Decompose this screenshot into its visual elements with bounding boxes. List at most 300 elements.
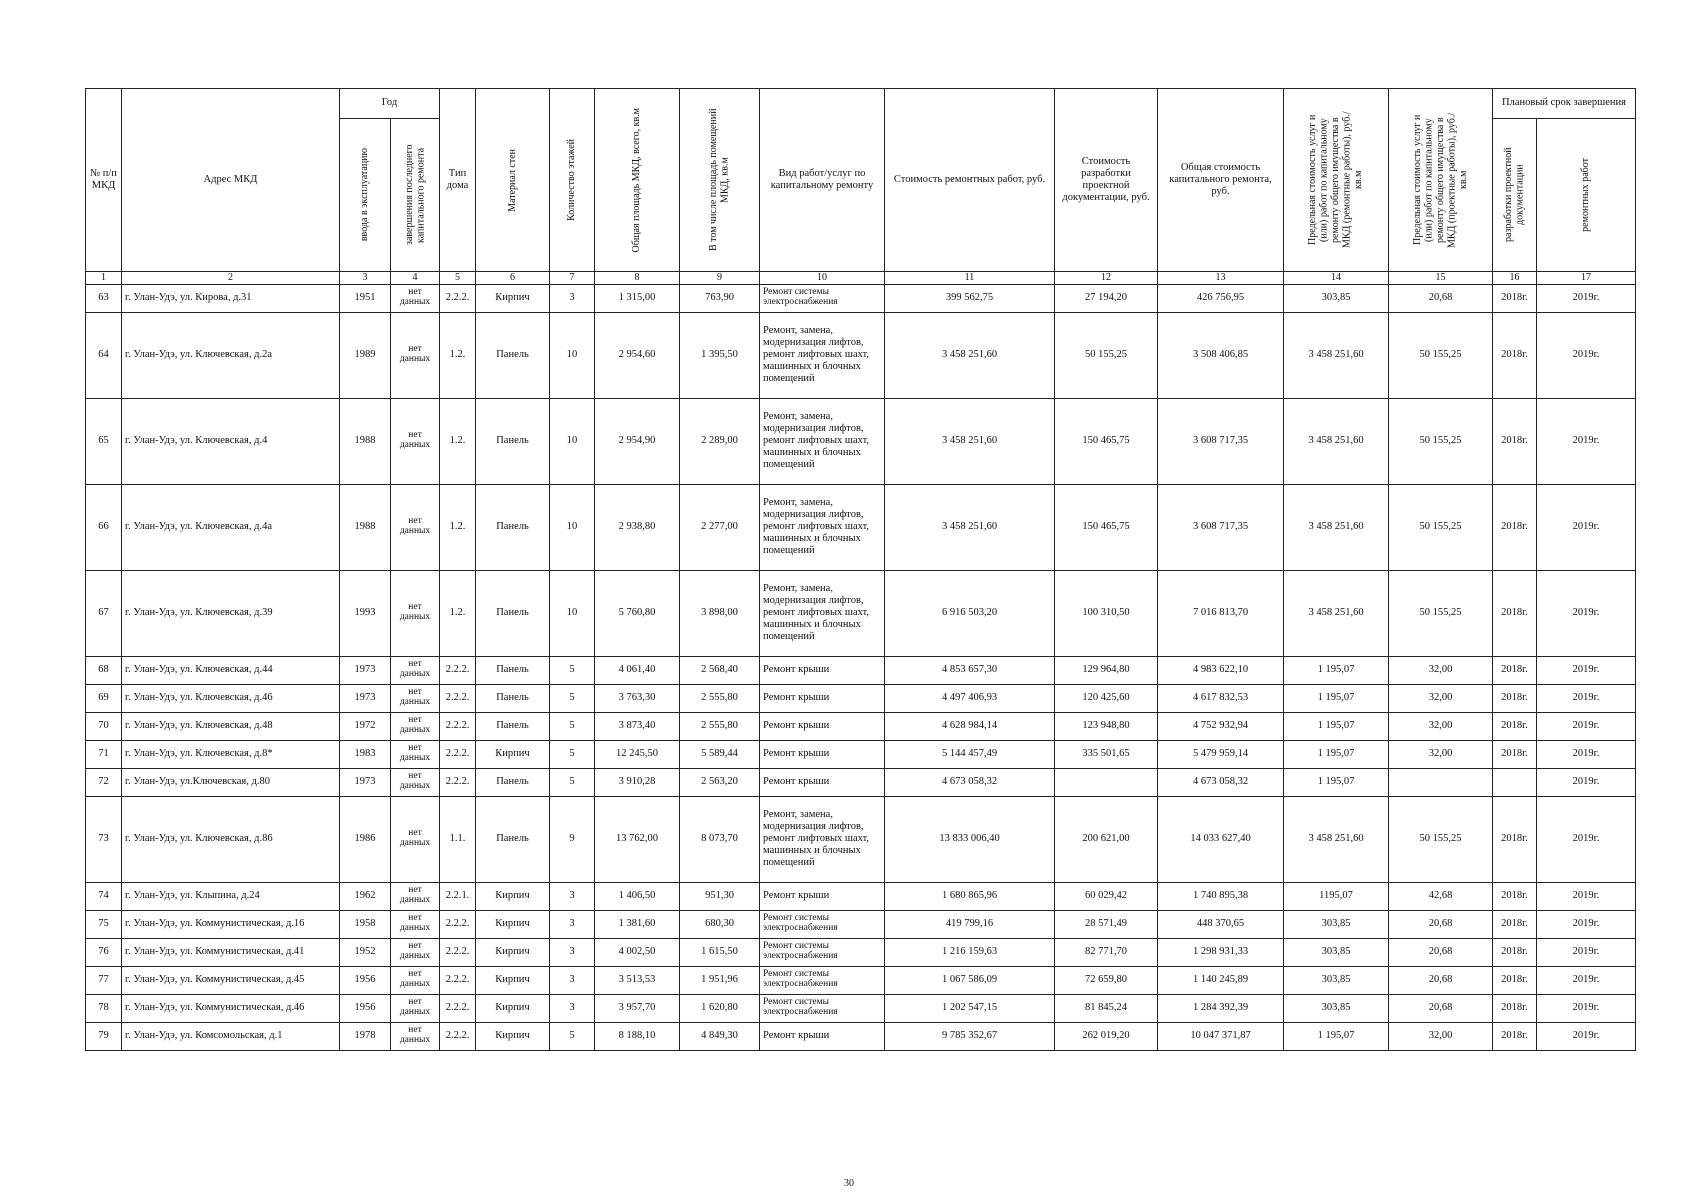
row-limit-design: 50 155,25 [1389,398,1493,484]
row-total-area: 1 406,50 [595,882,680,910]
row-repair-cost: 399 562,75 [885,284,1055,312]
row-num: 70 [86,712,122,740]
row-limit-repair: 3 458 251,60 [1284,398,1389,484]
row-house-type: 1.2. [440,398,476,484]
row-deadline-design: 2018г. [1493,656,1537,684]
row-address: г. Улан-Удэ, ул. Ключевская, д.4а [122,484,340,570]
row-limit-design: 32,00 [1389,656,1493,684]
row-year-commission: 1978 [340,1022,391,1050]
header-premises-area: В том числе площадь помещений МКД, кв.м [680,89,760,272]
row-year-last-repair: нет данных [391,284,440,312]
row-year-last-repair: нет данных [391,484,440,570]
row-floors: 3 [550,994,595,1022]
row-work-type: Ремонт, замена, модернизация лифтов, ремонт лифтовых шахт, машинных и блочных помещений [760,398,885,484]
row-total-area: 1 381,60 [595,910,680,938]
row-year-last-repair: нет данных [391,312,440,398]
row-year-commission: 1956 [340,966,391,994]
column-number: 2 [122,272,340,285]
row-repair-cost: 4 853 657,30 [885,656,1055,684]
row-deadline-design: 2018г. [1493,938,1537,966]
row-total-area: 3 873,40 [595,712,680,740]
header-repair-cost: Стоимость ремонтных работ, руб. [885,89,1055,272]
row-floors: 10 [550,484,595,570]
row-limit-design: 50 155,25 [1389,312,1493,398]
row-limit-design: 50 155,25 [1389,570,1493,656]
header-year-last-repair: завершения последнего капитального ремонта [391,119,440,272]
row-house-type: 2.2.2. [440,966,476,994]
row-premises-area: 680,30 [680,910,760,938]
table-body [86,284,1636,1050]
row-year-last-repair: нет данных [391,938,440,966]
row-house-type: 1.1. [440,796,476,882]
row-year-last-repair: нет данных [391,966,440,994]
row-year-last-repair: нет данных [391,656,440,684]
row-limit-design: 20,68 [1389,938,1493,966]
row-limit-repair: 1 195,07 [1284,712,1389,740]
row-limit-repair: 1 195,07 [1284,684,1389,712]
row-year-last-repair: нет данных [391,1022,440,1050]
row-design-cost: 60 029,42 [1055,882,1158,910]
row-address: г. Улан-Удэ, ул. Коммунистическая, д.46 [122,994,340,1022]
row-year-last-repair: нет данных [391,994,440,1022]
row-limit-repair: 3 458 251,60 [1284,796,1389,882]
row-limit-repair: 303,85 [1284,284,1389,312]
row-year-commission: 1993 [340,570,391,656]
row-work-type: Ремонт крыши [760,740,885,768]
row-deadline-repair: 2019г. [1537,1022,1636,1050]
row-num: 76 [86,938,122,966]
row-floors: 5 [550,656,595,684]
row-address: г. Улан-Удэ, ул. Ключевская, д.2а [122,312,340,398]
row-work-type: Ремонт системы электроснабжения [760,910,885,938]
row-wall-material: Кирпич [476,1022,550,1050]
column-number-row [86,272,1636,285]
row-repair-cost: 1 202 547,15 [885,994,1055,1022]
row-work-type: Ремонт системы электроснабжения [760,994,885,1022]
row-work-type: Ремонт крыши [760,1022,885,1050]
row-num: 71 [86,740,122,768]
row-total-area: 8 188,10 [595,1022,680,1050]
row-limit-repair: 1 195,07 [1284,1022,1389,1050]
row-limit-design: 20,68 [1389,284,1493,312]
column-number: 9 [680,272,760,285]
row-deadline-repair: 2019г. [1537,966,1636,994]
row-year-last-repair: нет данных [391,882,440,910]
row-total-area: 3 513,53 [595,966,680,994]
column-number: 8 [595,272,680,285]
row-deadline-design: 2018г. [1493,570,1537,656]
row-wall-material: Панель [476,484,550,570]
row-limit-design: 42,68 [1389,882,1493,910]
header-deadline-repair: ремонтных работ [1537,119,1636,272]
column-number: 15 [1389,272,1493,285]
row-limit-design: 20,68 [1389,994,1493,1022]
row-address: г. Улан-Удэ, ул. Кирова, д.31 [122,284,340,312]
page-number: 30 [844,1178,854,1189]
row-repair-cost: 1 680 865,96 [885,882,1055,910]
row-premises-area: 951,30 [680,882,760,910]
row-work-type: Ремонт крыши [760,768,885,796]
row-deadline-repair: 2019г. [1537,712,1636,740]
row-floors: 3 [550,882,595,910]
row-wall-material: Кирпич [476,284,550,312]
row-design-cost: 100 310,50 [1055,570,1158,656]
row-repair-cost: 5 144 457,49 [885,740,1055,768]
row-house-type: 2.2.2. [440,994,476,1022]
table-row [86,284,1636,312]
row-design-cost: 50 155,25 [1055,312,1158,398]
row-premises-area: 1 620,80 [680,994,760,1022]
row-total-area: 5 760,80 [595,570,680,656]
row-wall-material: Кирпич [476,740,550,768]
row-premises-area: 2 555,80 [680,712,760,740]
row-repair-cost: 4 628 984,14 [885,712,1055,740]
row-deadline-design [1493,768,1537,796]
row-total-cost: 10 047 371,87 [1158,1022,1284,1050]
row-year-commission: 1952 [340,938,391,966]
row-premises-area: 8 073,70 [680,796,760,882]
row-house-type: 2.2.2. [440,768,476,796]
column-number: 13 [1158,272,1284,285]
row-deadline-repair: 2019г. [1537,796,1636,882]
row-deadline-repair: 2019г. [1537,398,1636,484]
row-wall-material: Панель [476,684,550,712]
row-total-cost: 14 033 627,40 [1158,796,1284,882]
row-work-type: Ремонт, замена, модернизация лифтов, ремонт лифтовых шахт, машинных и блочных помещений [760,484,885,570]
row-address: г. Улан-Удэ, ул. Ключевская, д.46 [122,684,340,712]
header-total-cost: Общая стоимость капитального ремонта, руб. [1158,89,1284,272]
row-total-area: 1 315,00 [595,284,680,312]
row-deadline-repair: 2019г. [1537,484,1636,570]
row-design-cost: 150 465,75 [1055,484,1158,570]
row-total-cost: 1 298 931,33 [1158,938,1284,966]
row-premises-area: 2 568,40 [680,656,760,684]
row-repair-cost: 3 458 251,60 [885,398,1055,484]
header-limit-design: Предельная стоимость услуг и (или) работ по капитальному ремонту общего имущества в МКД (проектные работы), руб./кв.м [1389,89,1493,272]
row-limit-design: 20,68 [1389,910,1493,938]
column-number: 10 [760,272,885,285]
table-row [86,796,1636,882]
row-floors: 10 [550,570,595,656]
row-deadline-repair: 2019г. [1537,570,1636,656]
row-total-cost: 3 508 406,85 [1158,312,1284,398]
row-total-area: 3 763,30 [595,684,680,712]
row-work-type: Ремонт, замена, модернизация лифтов, ремонт лифтовых шахт, машинных и блочных помещений [760,796,885,882]
header-design-cost: Стоимость разработки проектной документации, руб. [1055,89,1158,272]
column-number: 14 [1284,272,1389,285]
row-total-cost: 1 740 895,38 [1158,882,1284,910]
row-num: 66 [86,484,122,570]
row-num: 67 [86,570,122,656]
row-repair-cost: 4 673 058,32 [885,768,1055,796]
row-limit-repair: 3 458 251,60 [1284,312,1389,398]
row-deadline-design: 2018г. [1493,684,1537,712]
table-row [86,882,1636,910]
row-deadline-repair: 2019г. [1537,882,1636,910]
table-row [86,1022,1636,1050]
row-total-cost: 448 370,65 [1158,910,1284,938]
row-house-type: 2.2.2. [440,284,476,312]
row-premises-area: 763,90 [680,284,760,312]
row-limit-design: 50 155,25 [1389,484,1493,570]
header-total-area: Общая площадь МКД, всего, кв.м [595,89,680,272]
row-deadline-design: 2018г. [1493,1022,1537,1050]
row-year-last-repair: нет данных [391,796,440,882]
row-year-commission: 1973 [340,656,391,684]
row-total-cost: 1 284 392,39 [1158,994,1284,1022]
row-num: 64 [86,312,122,398]
row-work-type: Ремонт системы электроснабжения [760,938,885,966]
row-design-cost: 200 621,00 [1055,796,1158,882]
row-repair-cost: 6 916 503,20 [885,570,1055,656]
row-premises-area: 2 555,80 [680,684,760,712]
row-total-area: 2 954,90 [595,398,680,484]
column-number: 3 [340,272,391,285]
row-floors: 3 [550,966,595,994]
repair-program-sheet [85,88,1635,1051]
row-wall-material: Кирпич [476,966,550,994]
table-row [86,740,1636,768]
row-design-cost: 129 964,80 [1055,656,1158,684]
row-total-cost: 3 608 717,35 [1158,398,1284,484]
row-deadline-design: 2018г. [1493,312,1537,398]
table-row [86,312,1636,398]
row-house-type: 2.2.2. [440,684,476,712]
row-work-type: Ремонт крыши [760,712,885,740]
row-work-type: Ремонт системы электроснабжения [760,966,885,994]
row-total-cost: 1 140 245,89 [1158,966,1284,994]
row-house-type: 2.2.2. [440,656,476,684]
row-deadline-repair: 2019г. [1537,994,1636,1022]
row-house-type: 2.2.2. [440,740,476,768]
row-house-type: 2.2.2. [440,938,476,966]
row-wall-material: Панель [476,768,550,796]
table-row [86,712,1636,740]
row-deadline-design: 2018г. [1493,994,1537,1022]
row-wall-material: Кирпич [476,994,550,1022]
row-floors: 5 [550,712,595,740]
row-total-cost: 5 479 959,14 [1158,740,1284,768]
column-number: 1 [86,272,122,285]
row-design-cost: 81 845,24 [1055,994,1158,1022]
header-house-type: Тип дома [440,89,476,272]
row-address: г. Улан-Удэ, ул.Ключевская, д.80 [122,768,340,796]
row-num: 78 [86,994,122,1022]
table-row [86,656,1636,684]
row-year-commission: 1988 [340,398,391,484]
row-wall-material: Панель [476,570,550,656]
row-year-last-repair: нет данных [391,740,440,768]
table-header [86,89,1636,285]
row-wall-material: Панель [476,312,550,398]
row-premises-area: 2 289,00 [680,398,760,484]
row-year-last-repair: нет данных [391,910,440,938]
row-work-type: Ремонт крыши [760,882,885,910]
row-house-type: 2.2.1. [440,882,476,910]
table-row [86,994,1636,1022]
row-deadline-repair: 2019г. [1537,684,1636,712]
row-limit-design [1389,768,1493,796]
column-number: 4 [391,272,440,285]
row-repair-cost: 13 833 006,40 [885,796,1055,882]
row-wall-material: Панель [476,398,550,484]
row-deadline-design: 2018г. [1493,398,1537,484]
row-total-area: 2 938,80 [595,484,680,570]
row-year-last-repair: нет данных [391,684,440,712]
row-work-type: Ремонт крыши [760,656,885,684]
row-deadline-design: 2018г. [1493,284,1537,312]
row-limit-design: 32,00 [1389,740,1493,768]
row-address: г. Улан-Удэ, ул. Коммунистическая, д.41 [122,938,340,966]
row-limit-design: 32,00 [1389,1022,1493,1050]
row-year-commission: 1983 [340,740,391,768]
row-floors: 5 [550,768,595,796]
row-repair-cost: 4 497 406,93 [885,684,1055,712]
row-address: г. Улан-Удэ, ул. Коммунистическая, д.45 [122,966,340,994]
row-design-cost: 72 659,80 [1055,966,1158,994]
row-design-cost: 150 465,75 [1055,398,1158,484]
row-deadline-design: 2018г. [1493,484,1537,570]
table-row [86,768,1636,796]
column-number: 5 [440,272,476,285]
row-total-area: 3 957,70 [595,994,680,1022]
row-limit-repair: 1195,07 [1284,882,1389,910]
row-house-type: 2.2.2. [440,712,476,740]
row-premises-area: 4 849,30 [680,1022,760,1050]
row-year-last-repair: нет данных [391,768,440,796]
row-deadline-repair: 2019г. [1537,938,1636,966]
row-limit-repair: 1 195,07 [1284,768,1389,796]
header-year-commission: ввода в эксплуатацию [340,119,391,272]
column-number: 6 [476,272,550,285]
header-floors: Количество этажей [550,89,595,272]
row-premises-area: 2 277,00 [680,484,760,570]
row-limit-repair: 303,85 [1284,938,1389,966]
row-house-type: 2.2.2. [440,910,476,938]
row-deadline-design: 2018г. [1493,712,1537,740]
row-house-type: 1.2. [440,312,476,398]
row-total-area: 3 910,28 [595,768,680,796]
row-year-commission: 1972 [340,712,391,740]
row-year-commission: 1988 [340,484,391,570]
row-deadline-repair: 2019г. [1537,740,1636,768]
row-num: 72 [86,768,122,796]
row-year-last-repair: нет данных [391,398,440,484]
row-address: г. Улан-Удэ, ул. Комсомольская, д.1 [122,1022,340,1050]
row-wall-material: Кирпич [476,882,550,910]
row-limit-design: 20,68 [1389,966,1493,994]
row-deadline-design: 2018г. [1493,796,1537,882]
row-total-area: 13 762,00 [595,796,680,882]
row-premises-area: 2 563,20 [680,768,760,796]
column-number: 11 [885,272,1055,285]
row-premises-area: 5 589,44 [680,740,760,768]
row-house-type: 1.2. [440,570,476,656]
row-year-commission: 1989 [340,312,391,398]
row-repair-cost: 9 785 352,67 [885,1022,1055,1050]
row-repair-cost: 1 067 586,09 [885,966,1055,994]
row-premises-area: 1 951,96 [680,966,760,994]
row-total-cost: 3 608 717,35 [1158,484,1284,570]
row-limit-repair: 1 195,07 [1284,656,1389,684]
row-total-area: 2 954,60 [595,312,680,398]
row-deadline-repair: 2019г. [1537,656,1636,684]
header-year-group: Год [340,89,440,119]
row-floors: 10 [550,398,595,484]
column-number: 12 [1055,272,1158,285]
column-number: 16 [1493,272,1537,285]
row-repair-cost: 3 458 251,60 [885,484,1055,570]
header-wall-material: Материал стен [476,89,550,272]
row-limit-repair: 1 195,07 [1284,740,1389,768]
row-deadline-design: 2018г. [1493,740,1537,768]
column-number: 17 [1537,272,1636,285]
row-design-cost: 27 194,20 [1055,284,1158,312]
row-design-cost: 335 501,65 [1055,740,1158,768]
row-deadline-design: 2018г. [1493,882,1537,910]
row-num: 69 [86,684,122,712]
row-address: г. Улан-Удэ, ул. Ключевская, д.48 [122,712,340,740]
row-premises-area: 1 615,50 [680,938,760,966]
row-design-cost [1055,768,1158,796]
row-work-type: Ремонт системы электроснабжения [760,284,885,312]
row-year-last-repair: нет данных [391,570,440,656]
row-deadline-repair: 2019г. [1537,768,1636,796]
row-address: г. Улан-Удэ, ул. Коммунистическая, д.16 [122,910,340,938]
row-num: 65 [86,398,122,484]
row-floors: 5 [550,1022,595,1050]
row-total-cost: 4 673 058,32 [1158,768,1284,796]
row-num: 77 [86,966,122,994]
row-wall-material: Панель [476,656,550,684]
row-num: 74 [86,882,122,910]
row-year-commission: 1973 [340,768,391,796]
row-deadline-design: 2018г. [1493,910,1537,938]
table-row [86,570,1636,656]
row-deadline-repair: 2019г. [1537,910,1636,938]
row-total-cost: 4 617 832,53 [1158,684,1284,712]
row-year-commission: 1986 [340,796,391,882]
row-wall-material: Панель [476,712,550,740]
header-deadline-group: Плановый срок завершения [1493,89,1636,119]
row-premises-area: 1 395,50 [680,312,760,398]
row-repair-cost: 419 799,16 [885,910,1055,938]
row-floors: 3 [550,910,595,938]
table-row [86,684,1636,712]
row-num: 68 [86,656,122,684]
table-row [86,910,1636,938]
row-limit-design: 32,00 [1389,712,1493,740]
row-limit-repair: 3 458 251,60 [1284,484,1389,570]
row-total-cost: 4 752 932,94 [1158,712,1284,740]
row-deadline-design: 2018г. [1493,966,1537,994]
row-repair-cost: 3 458 251,60 [885,312,1055,398]
table-row [86,938,1636,966]
row-house-type: 1.2. [440,484,476,570]
row-year-commission: 1973 [340,684,391,712]
row-premises-area: 3 898,00 [680,570,760,656]
row-total-area: 4 002,50 [595,938,680,966]
row-year-commission: 1951 [340,284,391,312]
header-deadline-design: разработки проектной документации [1493,119,1537,272]
row-limit-design: 32,00 [1389,684,1493,712]
row-address: г. Улан-Удэ, ул. Ключевская, д.86 [122,796,340,882]
row-address: г. Улан-Удэ, ул. Ключевская, д.39 [122,570,340,656]
column-number: 7 [550,272,595,285]
row-address: г. Улан-Удэ, ул. Клыпина, д.24 [122,882,340,910]
row-address: г. Улан-Удэ, ул. Ключевская, д.8* [122,740,340,768]
header-work-type: Вид работ/услуг по капитальному ремонту [760,89,885,272]
